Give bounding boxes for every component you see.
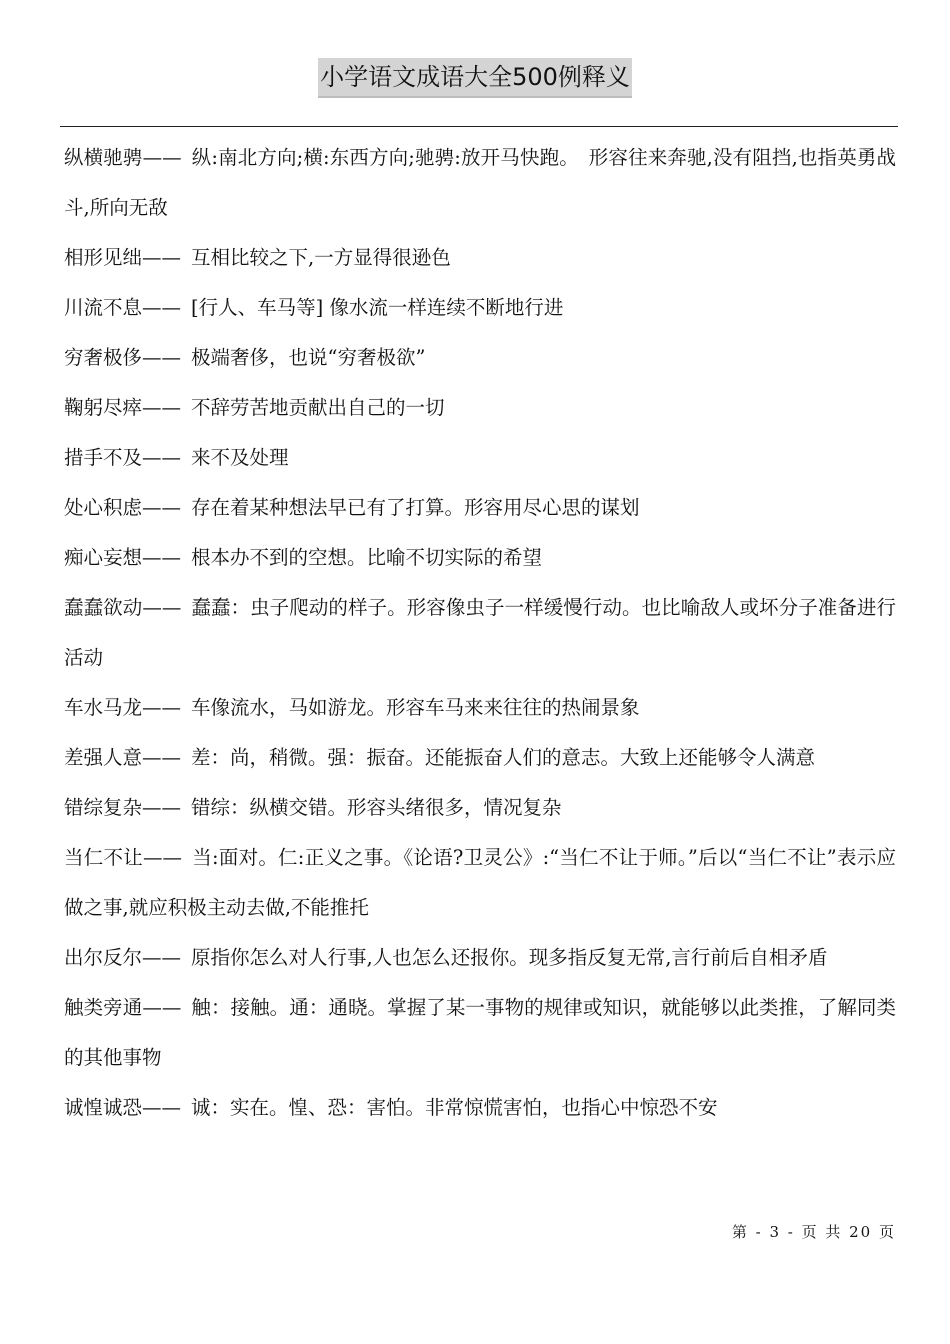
idiom-entry bbox=[64, 783, 896, 833]
idiom-definition: 纵:南北方向;横:东西方向;驰骋:放开马快跑。 形容往来奔驰,没有阻挡,也指英勇战斗,所向无敌 bbox=[64, 146, 896, 219]
idiom-dash: —— bbox=[142, 496, 182, 519]
idiom-definition: 当:面对。仁:正义之事。《论语?卫灵公》:“当仁不让于师。”后以“当仁不让”表示应做之事,就应积极主动去做,不能推托 bbox=[64, 846, 896, 919]
idiom-entry bbox=[64, 333, 896, 383]
idiom-term: 蠢蠢欲动 bbox=[64, 596, 143, 619]
idiom-dash: —— bbox=[142, 796, 182, 819]
idiom-term: 车水马龙 bbox=[64, 696, 143, 719]
idiom-dash: —— bbox=[143, 846, 182, 869]
idiom-term: 相形见绌 bbox=[64, 246, 143, 269]
page-number: 第 - 3 - 页 共 20 页 bbox=[731, 1223, 896, 1241]
idiom-term: 诚惶诚恐 bbox=[64, 1096, 143, 1119]
idiom-entry bbox=[64, 233, 896, 283]
idiom-definition: 存在着某种想法早已有了打算。形容用尽心思的谋划 bbox=[191, 496, 640, 519]
page-header bbox=[0, 58, 950, 98]
idiom-dash: —— bbox=[142, 546, 182, 569]
idiom-definition: 互相比较之下,一方显得很逊色 bbox=[191, 246, 451, 269]
idiom-entry bbox=[64, 383, 896, 433]
idiom-entry bbox=[64, 733, 896, 783]
idiom-entry bbox=[64, 133, 896, 233]
idiom-term: 当仁不让 bbox=[64, 846, 143, 869]
idiom-term: 处心积虑 bbox=[64, 496, 143, 519]
idiom-definition: 蠢蠢：虫子爬动的样子。形容像虫子一样缓慢行动。也比喻敌人或坏分子准备进行活动 bbox=[64, 596, 896, 669]
idiom-entry bbox=[64, 583, 896, 683]
idiom-definition: 根本办不到的空想。比喻不切实际的希望 bbox=[191, 546, 543, 569]
idiom-definition: 车像流水，马如游龙。形容车马来来往往的热闹景象 bbox=[191, 696, 640, 719]
idiom-definition: 触：接触。通：通晓。掌握了某一事物的规律或知识，就能够以此类推，了解同类的其他事物 bbox=[64, 996, 896, 1069]
idiom-dash: —— bbox=[142, 696, 182, 719]
page-title: 小学语文成语大全500例释义 bbox=[318, 58, 632, 98]
idiom-dash: —— bbox=[142, 946, 182, 969]
idiom-dash: —— bbox=[142, 346, 182, 369]
idiom-entry bbox=[64, 1083, 896, 1133]
idiom-definition: 诚：实在。惶、恐：害怕。非常惊慌害怕，也指心中惊恐不安 bbox=[191, 1096, 718, 1119]
idiom-term: 措手不及 bbox=[64, 446, 143, 469]
idiom-entry bbox=[64, 833, 896, 933]
idiom-term: 出尔反尔 bbox=[64, 946, 143, 969]
idiom-dash: —— bbox=[142, 1096, 182, 1119]
idiom-definition: 来不及处理 bbox=[191, 446, 289, 469]
idiom-entry bbox=[64, 683, 896, 733]
header-divider bbox=[60, 126, 898, 127]
idiom-term: 川流不息 bbox=[64, 296, 143, 319]
idiom-entry bbox=[64, 433, 896, 483]
idiom-term: 触类旁通 bbox=[64, 996, 143, 1019]
idiom-term: 鞠躬尽瘁 bbox=[64, 396, 143, 419]
idiom-term: 错综复杂 bbox=[64, 796, 143, 819]
idiom-dash: —— bbox=[142, 746, 182, 769]
idiom-dash: —— bbox=[142, 246, 182, 269]
idiom-list bbox=[64, 133, 896, 1133]
idiom-definition: 原指你怎么对人行事,人也怎么还报你。现多指反复无常,言行前后自相矛盾 bbox=[191, 946, 828, 969]
idiom-definition: 极端奢侈，也说“穷奢极欲” bbox=[191, 346, 426, 369]
idiom-entry bbox=[64, 283, 896, 333]
idiom-dash: —— bbox=[142, 996, 182, 1019]
idiom-definition: [行人、车马等] 像水流一样连续不断地行进 bbox=[191, 296, 564, 319]
idiom-entry bbox=[64, 983, 896, 1083]
idiom-entry bbox=[64, 483, 896, 533]
idiom-definition: 差：尚，稍微。强：振奋。还能振奋人们的意志。大致上还能够令人满意 bbox=[191, 746, 816, 769]
idiom-term: 差强人意 bbox=[64, 746, 143, 769]
idiom-definition: 错综：纵横交错。形容头绪很多，情况复杂 bbox=[191, 796, 562, 819]
idiom-dash: —— bbox=[142, 146, 182, 169]
idiom-dash: —— bbox=[142, 596, 182, 619]
idiom-entry bbox=[64, 533, 896, 583]
idiom-term: 穷奢极侈 bbox=[64, 346, 143, 369]
idiom-term: 纵横驰骋 bbox=[64, 146, 143, 169]
idiom-dash: —— bbox=[142, 446, 182, 469]
idiom-dash: —— bbox=[142, 296, 182, 319]
idiom-definition: 不辞劳苦地贡献出自己的一切 bbox=[191, 396, 445, 419]
idiom-entry bbox=[64, 933, 896, 983]
idiom-term: 痴心妄想 bbox=[64, 546, 143, 569]
idiom-dash: —— bbox=[142, 396, 182, 419]
